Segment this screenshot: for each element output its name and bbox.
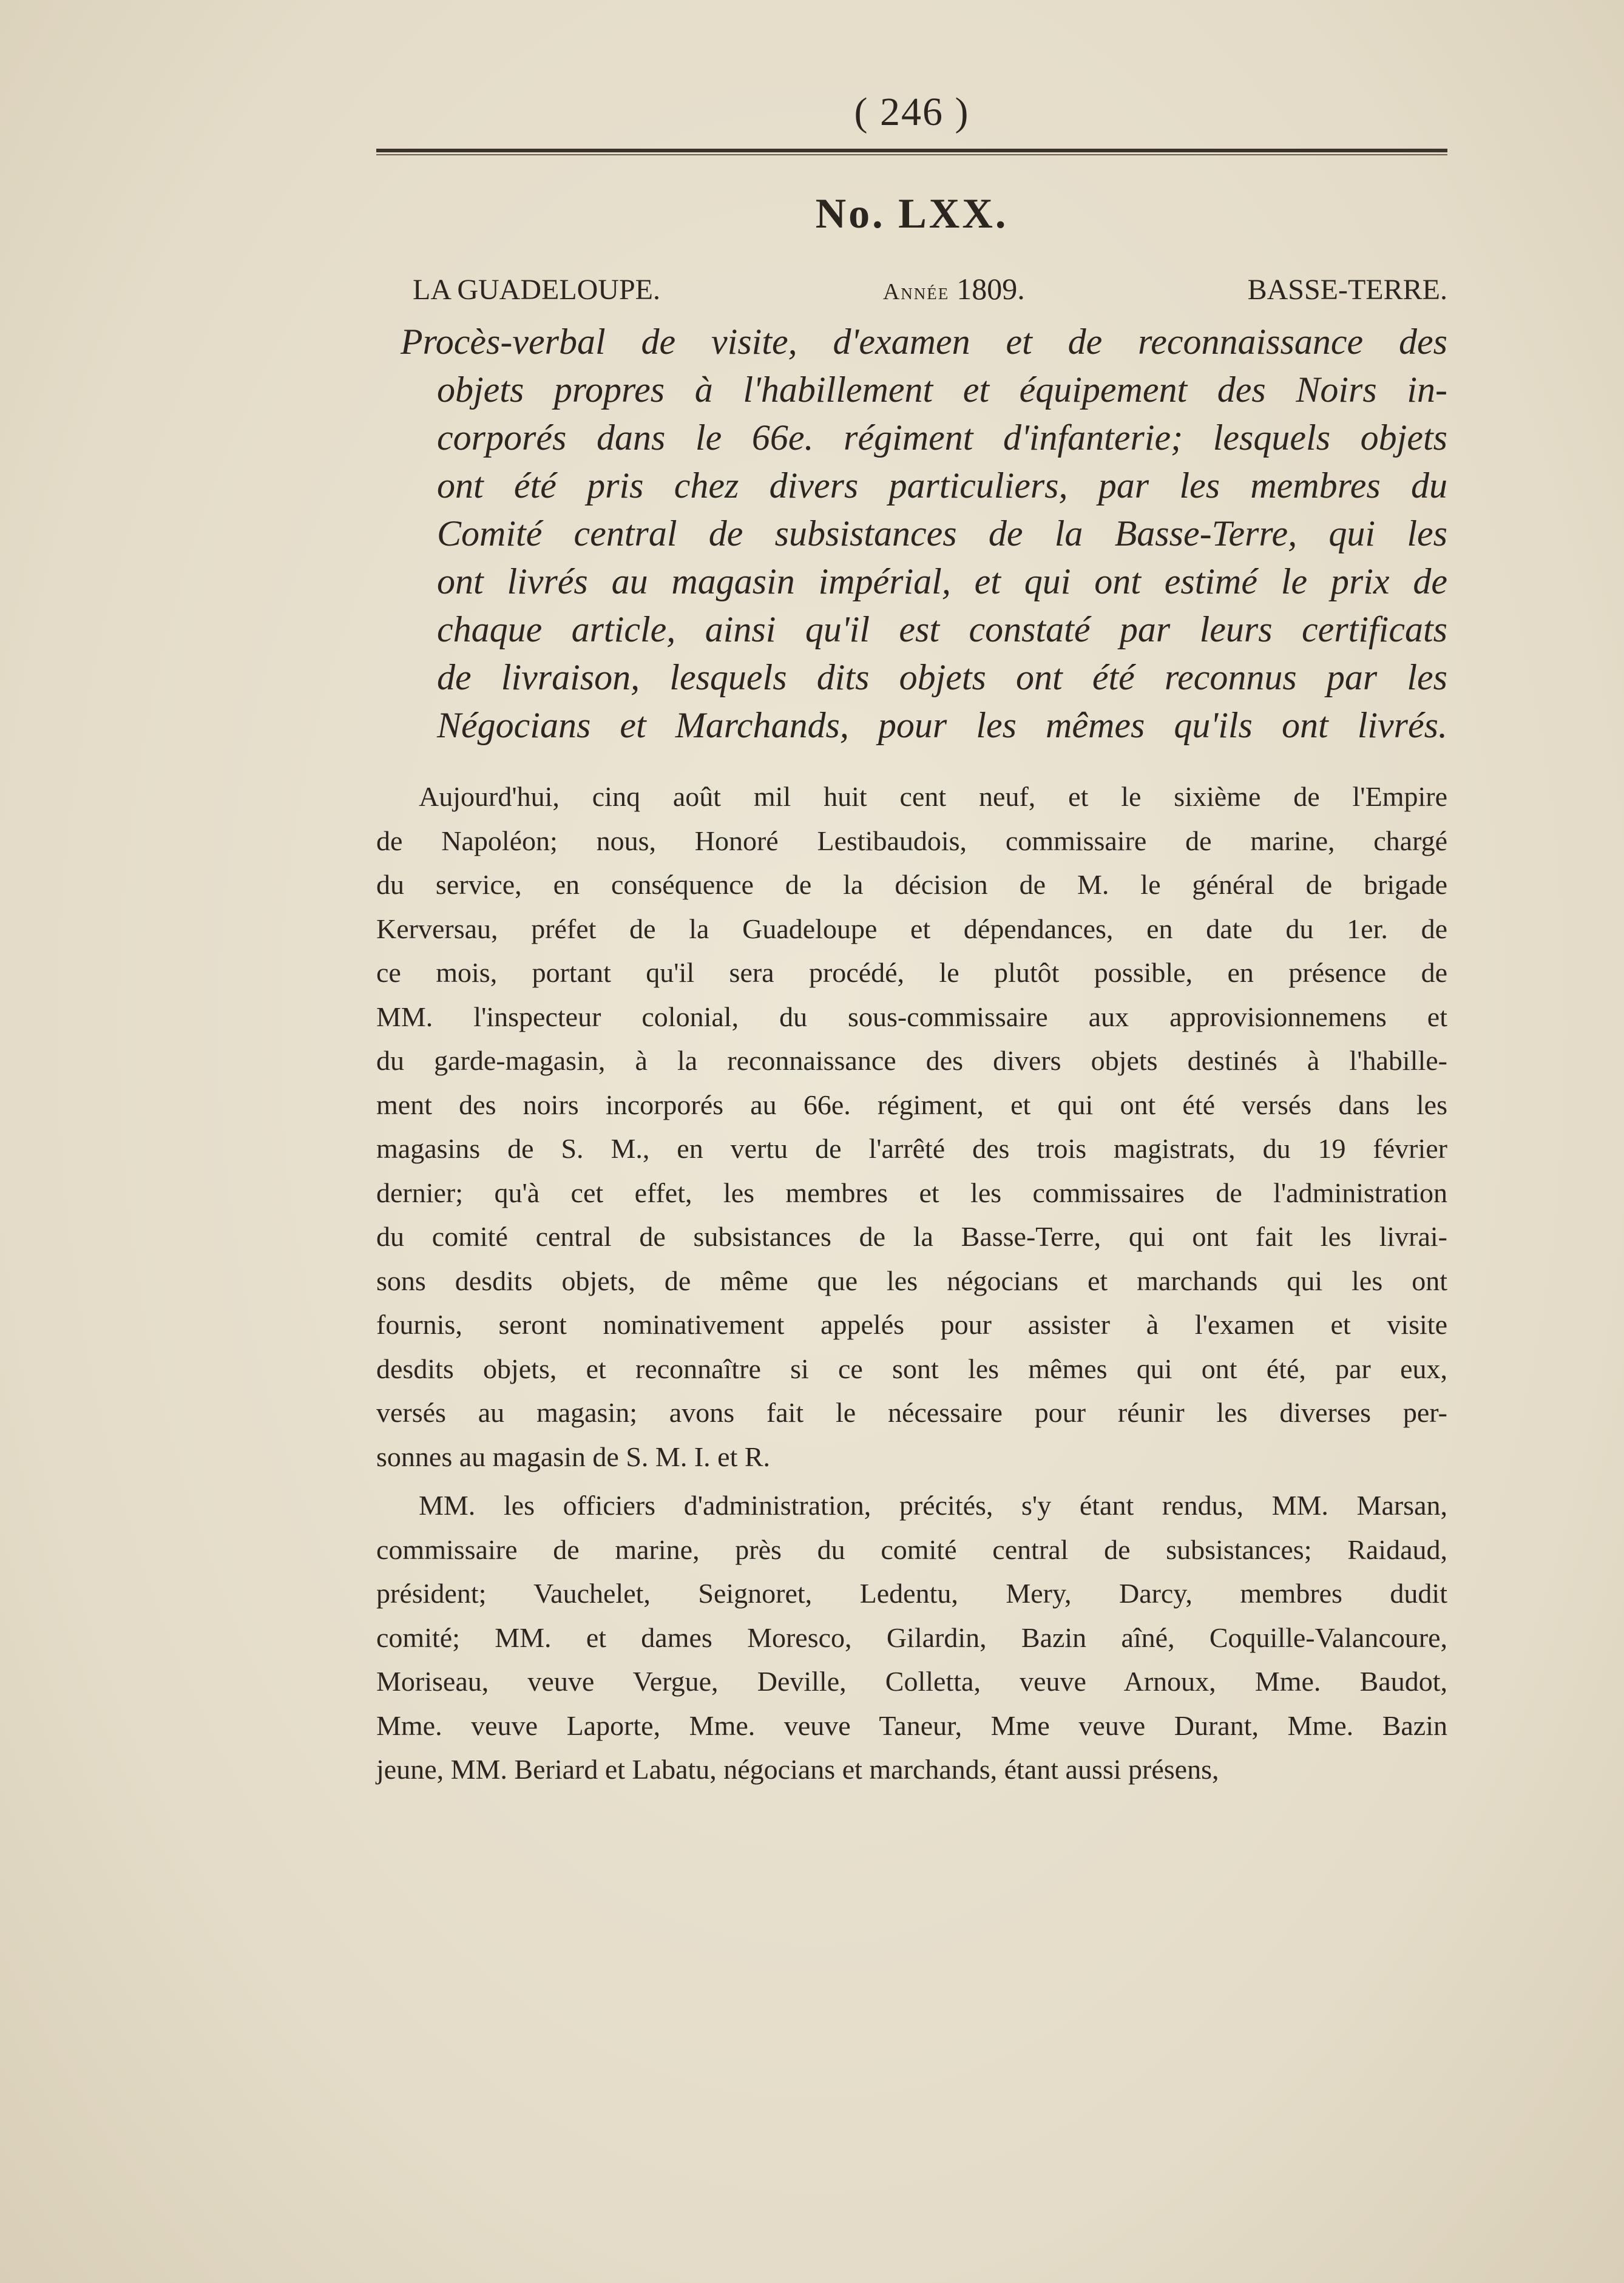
text-line: MM. l'inspecteur colonial, du sous-commissaire aux approvisionnemens et — [376, 1001, 1447, 1032]
text-line: versés au magasin; avons fait le nécessaire pour réunir les diverses per- — [376, 1397, 1447, 1428]
text-line: de Napoléon; nous, Honoré Lestibaudois, commissaire de marine, chargé — [376, 825, 1447, 856]
text-line: président; Vauchelet, Seignoret, Ledentu, Mery, Darcy, membres dudit — [376, 1578, 1447, 1609]
text-line: Procès-verbal de visite, d'examen et de reconnaissance des — [401, 322, 1447, 362]
paragraph-1 — [376, 775, 1447, 1479]
year — [883, 265, 1025, 316]
text-line: MM. les officiers d'administration, précités, s'y étant rendus, MM. Marsan, — [419, 1490, 1447, 1521]
text-line: ont livrés au magasin impérial, et qui ont estimé le prix de — [437, 561, 1447, 601]
header-rule — [376, 149, 1447, 155]
text-line: sonnes au magasin de S. M. I. et R. — [376, 1441, 771, 1472]
text-line: Mme. veuve Laporte, Mme. veuve Taneur, Mme veuve Durant, Mme. Bazin — [376, 1710, 1447, 1741]
location-header — [413, 265, 1447, 313]
document-number: No. LXX. — [815, 191, 1009, 237]
page-number: ( 246 ) — [854, 90, 970, 134]
text-line: de livraison, lesquels dits objets ont été reconnus par les — [437, 657, 1447, 697]
town-name: BASSE-TERRE. — [1247, 274, 1447, 306]
text-line: corporés dans le 66e. régiment d'infanterie; lesquels objets — [437, 418, 1447, 458]
year-label: Année — [882, 279, 950, 305]
text-line: fournis, seront nominativement appelés pour assister à l'examen et visite — [376, 1309, 1447, 1340]
text-line: chaque article, ainsi qu'il est constaté par leurs certificats — [437, 609, 1447, 649]
text-line: ont été pris chez divers particuliers, par les membres du — [437, 465, 1447, 506]
text-line: desdits objets, et reconnaître si ce sont les mêmes qui ont été, par eux, — [376, 1353, 1447, 1384]
text-column — [376, 79, 1447, 1792]
text-line: ce mois, portant qu'il sera procédé, le plutôt possible, en présence de — [376, 957, 1447, 988]
text-line: Comité central de subsistances de la Basse-Terre, qui les — [437, 513, 1447, 553]
body-text — [376, 775, 1447, 1792]
text-line: sons desdits objets, de même que les négocians et marchands qui les ont — [376, 1265, 1447, 1296]
text-line: du garde-magasin, à la reconnaissance des divers objets destinés à l'habille- — [376, 1045, 1447, 1076]
text-line: Négocians et Marchands, pour les mêmes qu'ils ont livrés. — [437, 705, 1447, 745]
text-line: Kerversau, préfet de la Guadeloupe et dépendances, en date du 1er. de — [376, 913, 1447, 944]
text-line: Moriseau, veuve Vergue, Deville, Colletta, veuve Arnoux, Mme. Baudot, — [376, 1666, 1447, 1697]
text-line: commissaire de marine, près du comité central de subsistances; Raidaud, — [376, 1534, 1447, 1565]
paragraph-2 — [376, 1484, 1447, 1792]
text-line: du comité central de subsistances de la Basse-Terre, qui ont fait les livrai- — [376, 1221, 1447, 1252]
year-value: 1809. — [956, 272, 1025, 306]
colony-name: LA GUADELOUPE. — [413, 274, 660, 306]
text-line: dernier; qu'à cet effet, les membres et les commissaires de l'administration — [376, 1177, 1447, 1208]
document-summary — [401, 318, 1447, 749]
text-line: ment des noirs incorporés au 66e. régiment, et qui ont été versés dans les — [376, 1089, 1447, 1120]
text-line: magasins de S. M., en vertu de l'arrêté des trois magistrats, du 19 février — [376, 1133, 1447, 1164]
text-line: comité; MM. et dames Moresco, Gilardin, Bazin aîné, Coquille-Valancoure, — [376, 1622, 1447, 1653]
text-line: jeune, MM. Beriard et Labatu, négocians et marchands, étant aussi présens, — [376, 1754, 1219, 1785]
text-line: objets propres à l'habillement et équipement des Noirs in- — [437, 370, 1447, 410]
text-line: du service, en conséquence de la décision de M. le général de brigade — [376, 869, 1447, 900]
text-line: Aujourd'hui, cinq août mil huit cent neuf, et le sixième de l'Empire — [419, 781, 1447, 812]
